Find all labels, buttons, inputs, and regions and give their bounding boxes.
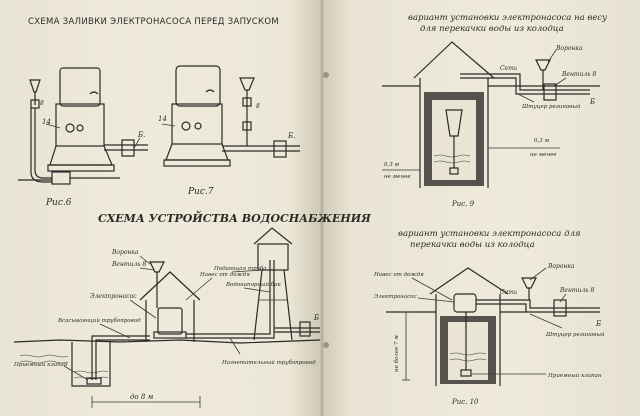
- fig8-label-elektronasos: Электронасос: [90, 293, 137, 300]
- fig7-label-8: 8: [256, 103, 260, 110]
- fig10-label-elektronasos: Электронасос: [374, 294, 417, 300]
- fig9-dim-bottom: 0,3 м: [384, 162, 400, 168]
- fig9-well-drawing: [382, 42, 600, 188]
- fig8-label-bak: Водонапорный бак: [226, 282, 281, 288]
- fig6-label-b: Б.: [138, 131, 146, 139]
- fig7-label-b: Б.: [288, 132, 296, 140]
- fig9-dim-top2: не менее: [530, 152, 557, 158]
- fig10-label-priemny: Приемный клапан: [548, 373, 602, 379]
- fig7-caption: Рис.7: [188, 187, 214, 197]
- fig10-label-naves: Навес от дождя: [374, 272, 424, 278]
- fig9-label-voronka: Воронка: [556, 45, 583, 52]
- fig8-label-b: Б: [314, 314, 320, 322]
- fig8-label-voronka: Воронка: [112, 249, 139, 256]
- fig7-label-14: 14: [158, 115, 167, 123]
- fig10-label-set: Сеть: [500, 289, 518, 296]
- fig10-well-drawing: [386, 268, 600, 386]
- title-water-supply-scheme: СХЕМА УСТРОЙСТВА ВОДОСНАБЖЕНИЯ: [98, 212, 371, 225]
- fig6-caption: Рис.6: [46, 198, 72, 208]
- fig8-label-napor: Нагнетательный трубопровод: [222, 360, 316, 366]
- fig9-dim-bottom2: не менее: [384, 174, 411, 180]
- fig6-pump-drawing: [18, 68, 148, 184]
- title-variant-suspended-1: вариант установки электронасоса на весу: [408, 13, 608, 23]
- fig9-label-shtutser: Штуцер резиновый: [522, 104, 581, 110]
- fig9-label-ventil: Вентиль 8: [562, 71, 597, 78]
- fig9-label-set: Сеть: [500, 65, 518, 72]
- fig10-label-b: Б: [596, 320, 602, 328]
- fig6-label-8: 8: [40, 100, 44, 107]
- fig9-label-b: Б: [590, 98, 596, 106]
- fig8-label-vsasyv: Всасывающий трубопровод: [58, 318, 141, 324]
- staple-top: [323, 72, 329, 78]
- fig10-depth: не более 7 м: [394, 335, 400, 372]
- fig9-dim-top: 0,3 м: [534, 138, 550, 144]
- fig8-label-ventil: Вентиль 8: [112, 261, 147, 268]
- title-filling-scheme: СХЕМА ЗАЛИВКИ ЭЛЕКТРОНАСОСА ПЕРЕД ЗАПУСКОМ: [28, 17, 279, 27]
- title-variant-well-2: перекачки воды из колодца: [410, 240, 535, 250]
- title-variant-suspended-2: для перекачки воды из колодца: [420, 24, 564, 34]
- fig10-caption: Рис. 10: [452, 398, 479, 406]
- fig10-label-ventil: Вентиль 8: [560, 287, 595, 294]
- fig8-distance: до 8 м: [130, 393, 154, 401]
- staple-bottom: [323, 342, 329, 348]
- fig6-label-14: 14: [42, 118, 51, 126]
- fig7-pump-drawing: [162, 66, 300, 166]
- fig8-label-kozyrek: Навес от дождя: [200, 272, 250, 278]
- fig10-label-voronka: Воронка: [548, 263, 575, 270]
- fig8-label-podayushaya: Подающая труба: [214, 266, 267, 272]
- fig9-caption: Рис. 9: [452, 200, 475, 208]
- fig10-label-shtutser: Штуцер резиновый: [546, 332, 605, 338]
- title-variant-well-1: вариант установки электронасоса для: [398, 229, 581, 239]
- fig8-label-priemny: Приемный клапан: [14, 362, 68, 368]
